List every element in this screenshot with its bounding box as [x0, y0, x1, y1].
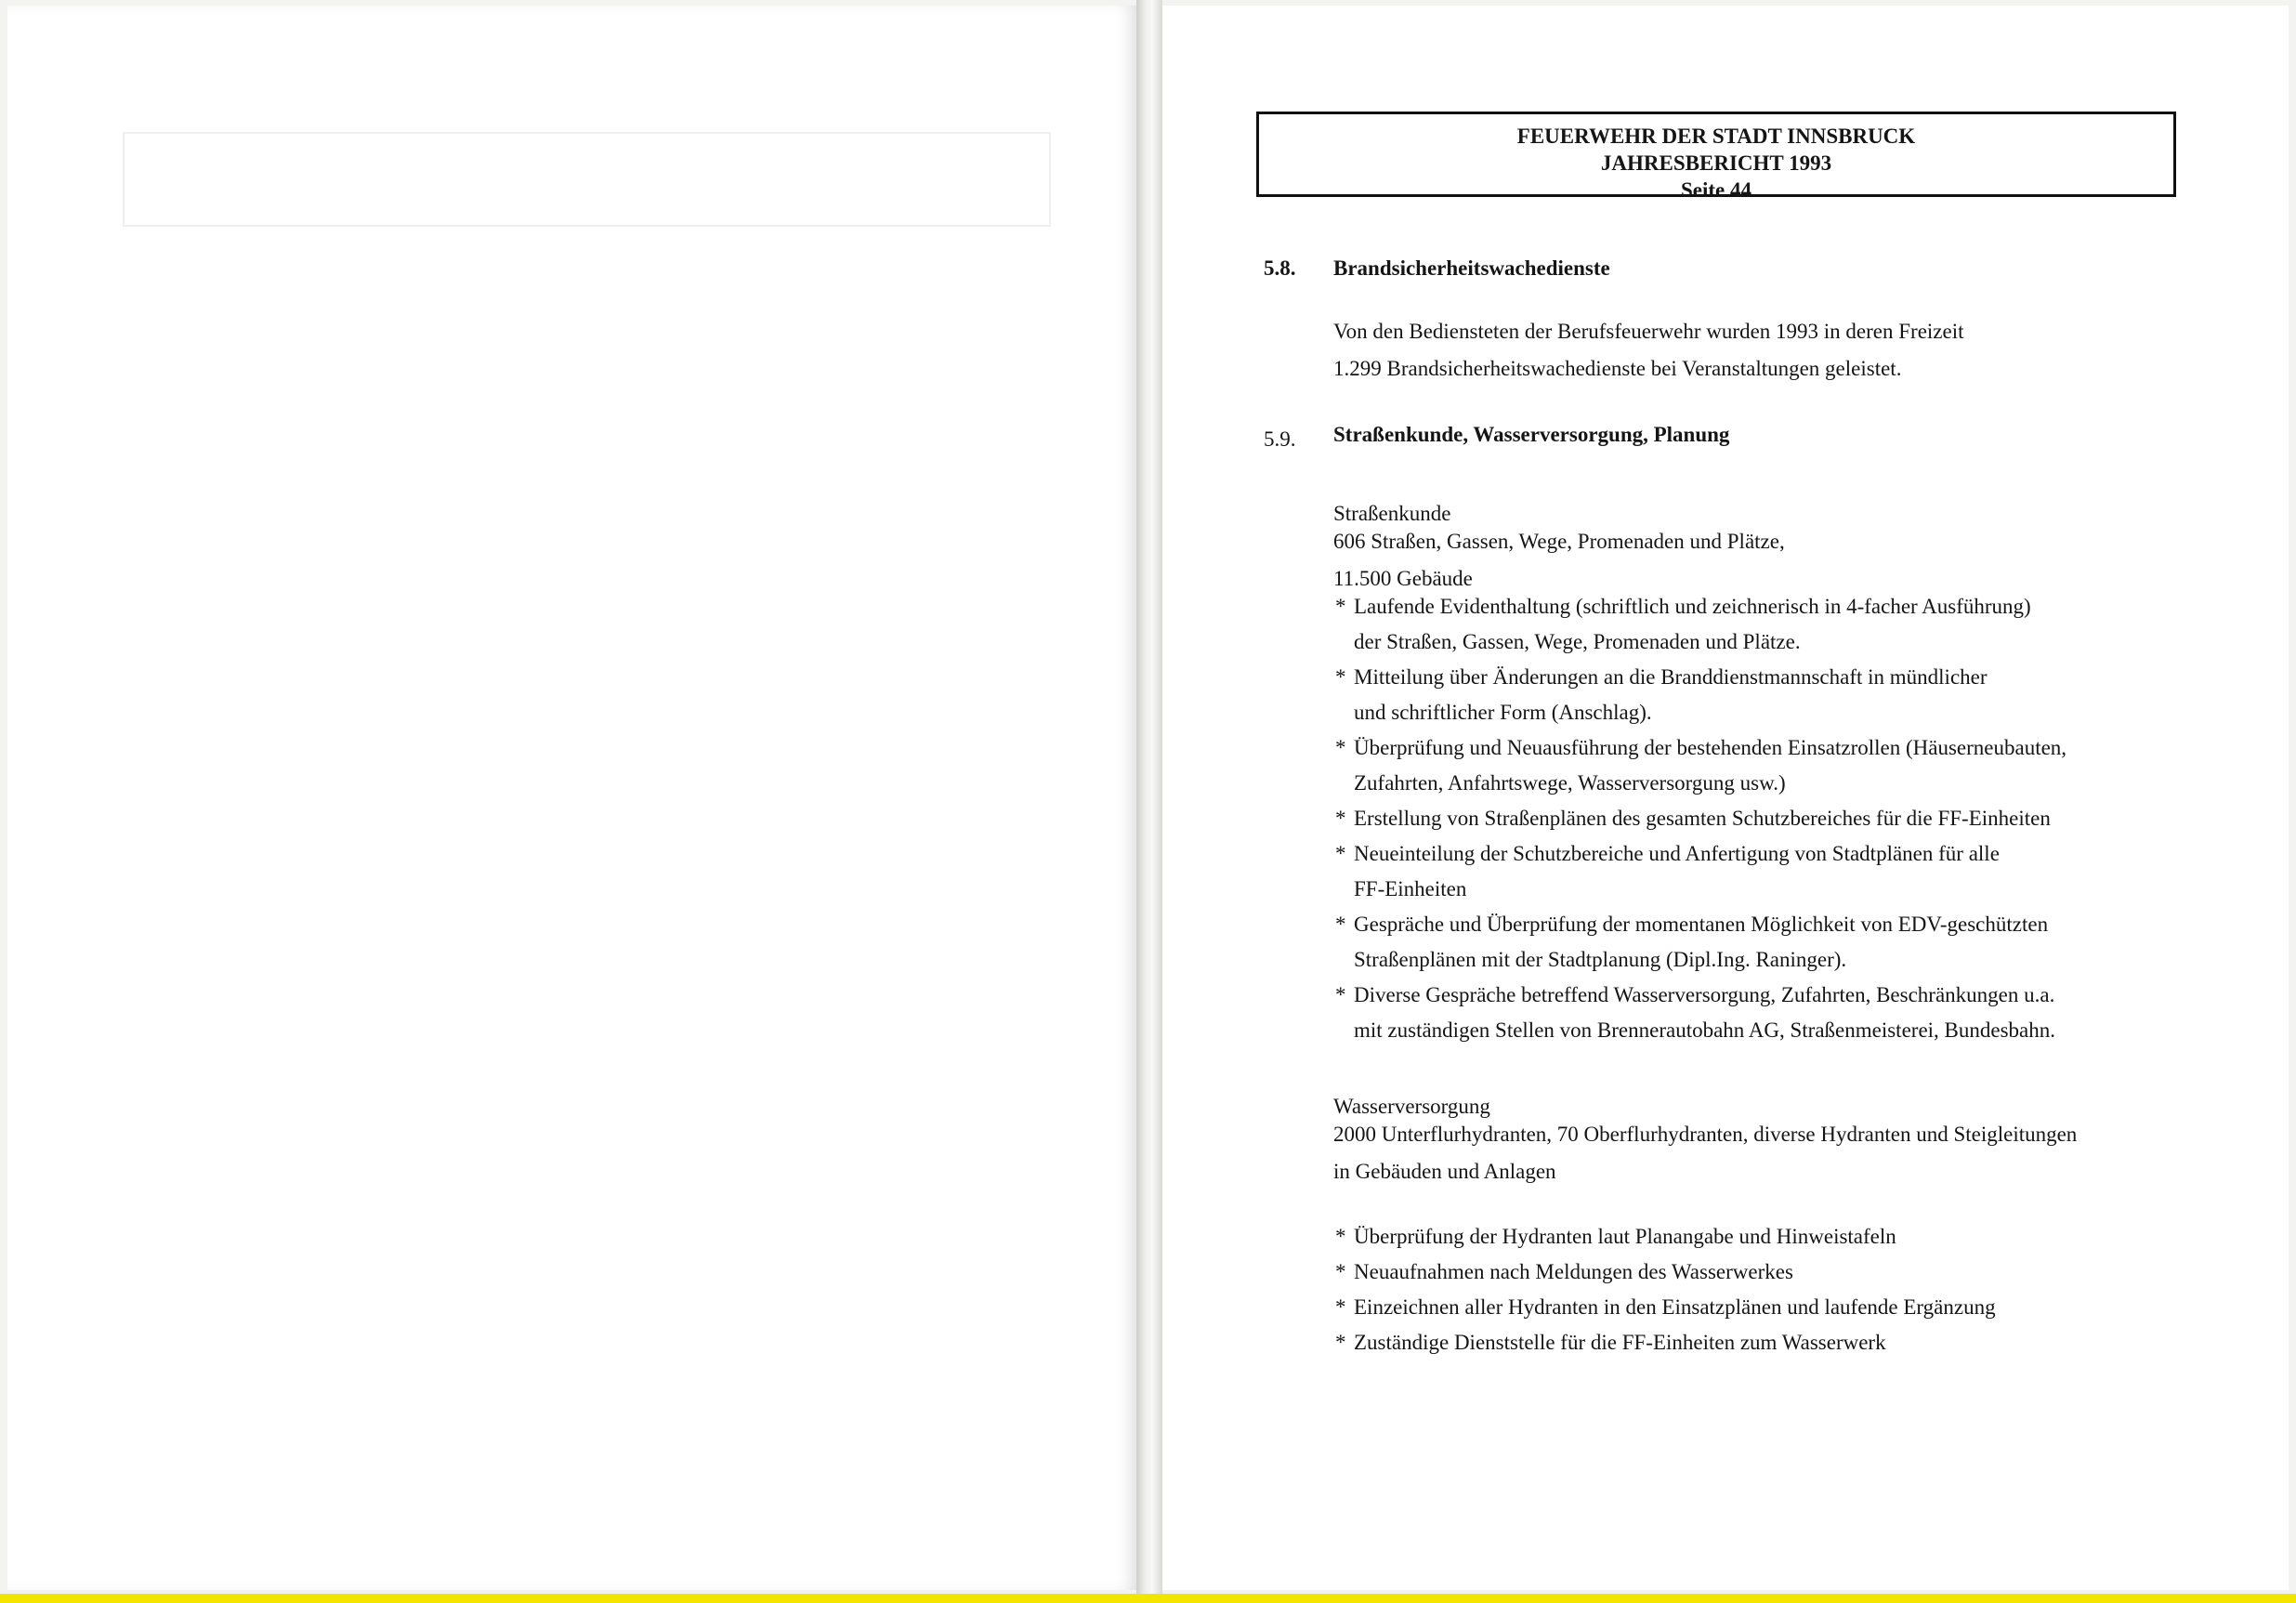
list-item: * Diverse Gespräche betreffend Wasserversorgung, Zufahrten, Beschränkungen u.a. mit zuständigen Stellen von Brennerautobahn AG, Straßenmeisterei, Bundesbahn.	[1335, 983, 2056, 1042]
bleed-through-box	[123, 132, 1051, 227]
list-item: * Einzeichnen aller Hydranten in den Einsatzplänen und laufende Ergänzung	[1335, 1295, 1996, 1319]
list-item: * Neueinteilung der Schutzbereiche und Anfertigung von Stadtplänen für alle FF-Einheiten	[1335, 842, 2000, 900]
header-page-number: Seite 44	[1680, 178, 1752, 202]
list-item: * Neuaufnahmen nach Meldungen des Wasserwerkes	[1335, 1260, 1793, 1283]
list-item: * Laufende Evidenthaltung (schriftlich und zeichnerisch in 4-facher Ausführung) der Straßen, Gassen, Wege, Promenaden und Plätze.	[1335, 595, 2031, 653]
list-item: * Überprüfung der Hydranten laut Planangabe und Hinweistafeln	[1335, 1225, 1896, 1248]
wasserversorgung-heading: Wasserversorgung	[1333, 1095, 1490, 1118]
strassenkunde-bullets	[1335, 589, 2066, 1048]
list-item: * Erstellung von Straßenplänen des gesamten Schutzbereiches für die FF-Einheiten	[1335, 807, 2051, 830]
page-edge	[0, 1594, 2296, 1603]
list-item: * Mitteilung über Änderungen an die Branddienstmannschaft in mündlicher und schriftlicher Form (Anschlag).	[1335, 665, 1988, 724]
wasserversorgung-line-1: 2000 Unterflurhydranten, 70 Oberflurhydranten, diverse Hydranten und Steigleitungen	[1333, 1123, 2078, 1146]
wasserversorgung-line-2: in Gebäuden und Anlagen	[1333, 1160, 1556, 1183]
list-item: * Gespräche und Überprüfung der momentanen Möglichkeit von EDV-geschützten Straßenplänen mit der Stadtplanung (Dipl.Ing. Raninger).	[1335, 913, 2049, 971]
strassenkunde-line-1: 606 Straßen, Gassen, Wege, Promenaden und Plätze,	[1333, 530, 1785, 553]
book-gutter	[1136, 0, 1162, 1603]
wasserversorgung-bullets	[1335, 1219, 1996, 1360]
section-59-number: 5.9.	[1264, 427, 1296, 451]
section-59-title: Straßenkunde, Wasserversorgung, Planung	[1333, 423, 1730, 446]
list-item: * Überprüfung und Neuausführung der bestehenden Einsatzrollen (Häuserneubauten, Zufahrten, Anfahrtswege, Wasserversorgung usw.)	[1335, 736, 2067, 795]
section-58-text-1: Von den Bediensteten der Berufsfeuerwehr wurden 1993 in deren Freizeit	[1333, 320, 1964, 343]
list-item: * Zuständige Dienststelle für die FF-Einheiten zum Wasserwerk	[1335, 1331, 1886, 1354]
strassenkunde-heading: Straßenkunde	[1333, 502, 1451, 525]
section-58-text-2: 1.299 Brandsicherheitswachedienste bei Veranstaltungen geleistet.	[1333, 357, 1902, 380]
header-report: JAHRESBERICHT 1993	[1600, 151, 1832, 175]
strassenkunde-line-2: 11.500 Gebäude	[1333, 567, 1473, 590]
header-org: FEUERWEHR DER STADT INNSBRUCK	[1516, 125, 1916, 148]
section-58-number: 5.8.	[1264, 256, 1296, 280]
left-page-blank	[7, 6, 1136, 1590]
section-58-title: Brandsicherheitswachedienste	[1333, 256, 1610, 280]
page-header	[1256, 112, 2176, 202]
